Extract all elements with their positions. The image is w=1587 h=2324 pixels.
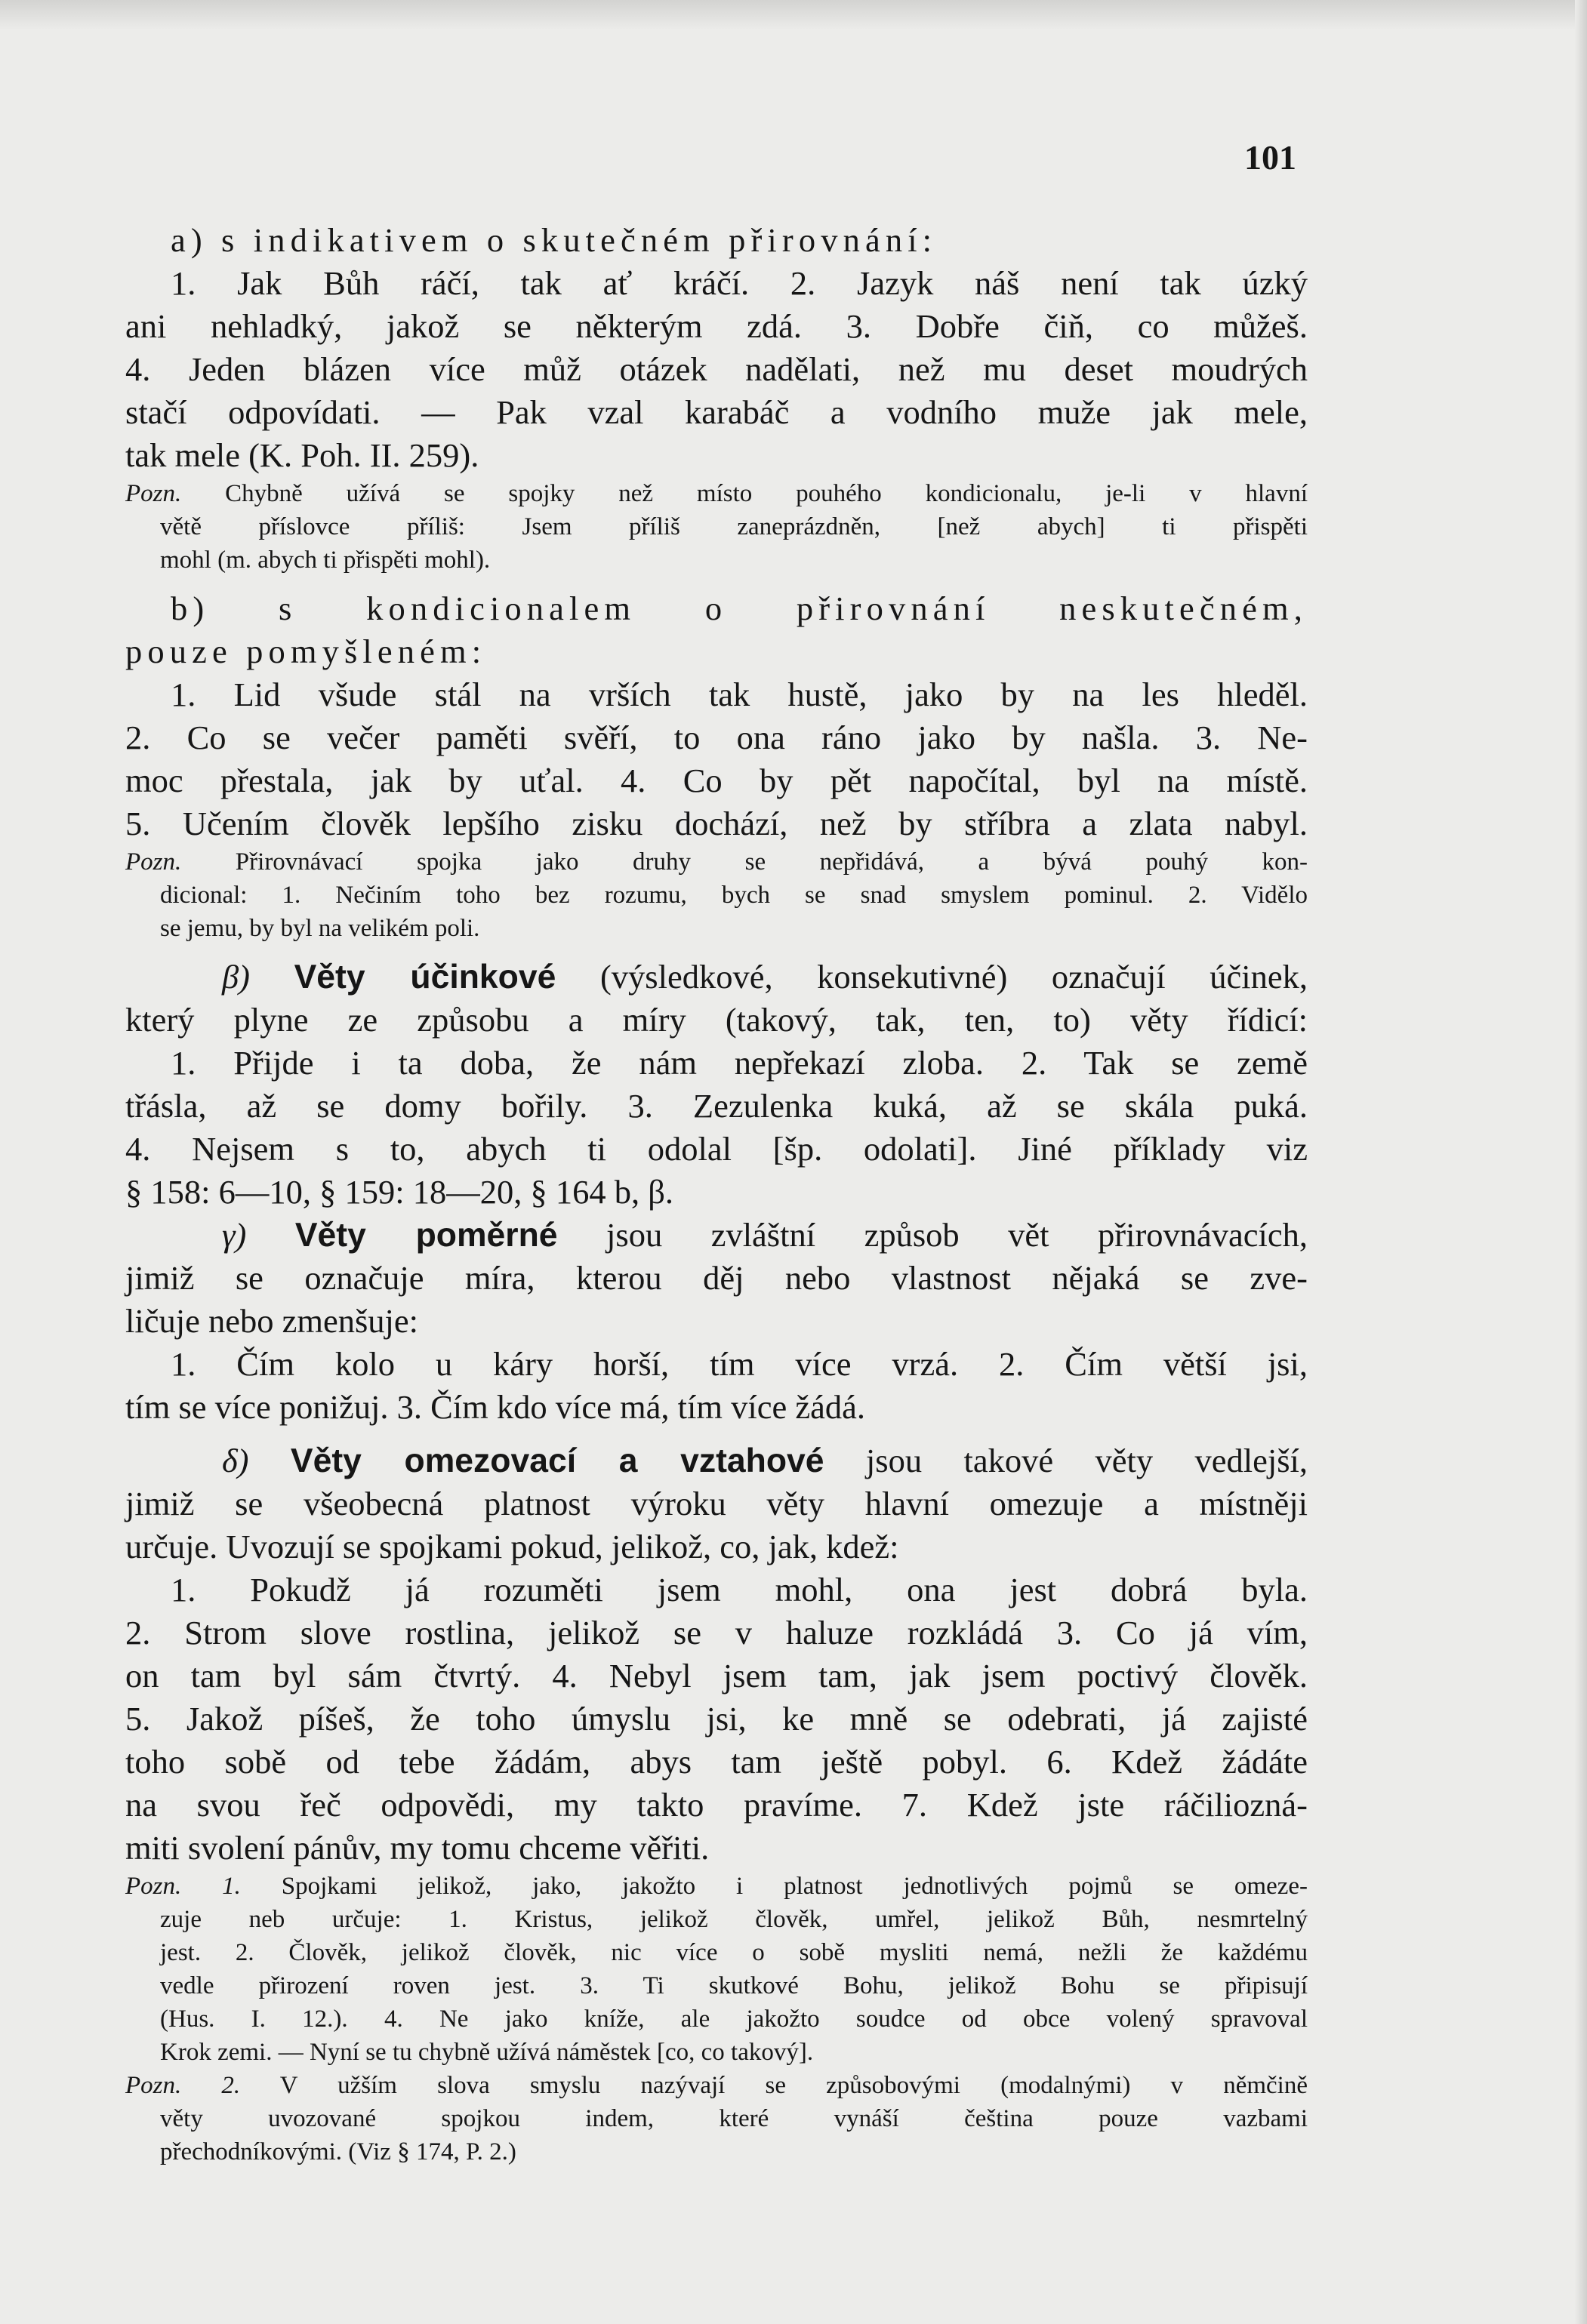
text-line: jimiž se označuje míra, kterou děj nebo vlastnost nějaká se zve- — [125, 1259, 1308, 1297]
text-line: on tam byl sám čtvrtý. 4. Nebyl jsem tam, jak jsem poctivý člověk. — [125, 1657, 1308, 1695]
text-line: 2. Strom slove rostlina, jelikož se v haluze rozkládá 3. Co já vím, — [125, 1614, 1308, 1651]
note-label: Pozn. 2. — [125, 2072, 241, 2099]
section-title: Věty omezovací a vztahové — [290, 1442, 824, 1479]
text-line: 5. Učením člověk lepšího zisku dochází, než by stříbra a zlata nabyl. — [125, 805, 1308, 842]
text-line: určuje. Uvozují se spojkami pokud, jelikož, co, jak, kdež: — [125, 1528, 899, 1565]
scan-top-edge — [0, 0, 1587, 30]
text-line: moc přestala, jak by uťal. 4. Co by pět napočítal, byl na místě. — [125, 762, 1308, 799]
scan-right-edge — [1575, 0, 1587, 2324]
text-line: ani nehladký, jakož se některým zdá. 3. Dobře čiň, co můžeš. — [125, 307, 1308, 345]
note-line: Pozn. Přirovnávací spojka jako druhy se nepřidává, a bývá pouhý kon- — [125, 848, 1308, 876]
text-line: stačí odpovídati. — Pak vzal karabáč a vodního muže jak mele, — [125, 393, 1308, 431]
text-line: 1. Jak Bůh ráčí, tak ať kráčí. 2. Jazyk náš není tak úzký — [171, 264, 1308, 302]
note-line: jest. 2. Člověk, jelikož člověk, nic více o sobě mysliti nemá, nežli že každému — [160, 1939, 1308, 1966]
section-marker: γ) — [222, 1216, 247, 1254]
text-line: jimiž se všeobecná platnost výroku věty hlavní omezuje a místněji — [125, 1485, 1308, 1522]
note-line: (Hus. I. 12.). 4. Ne jako kníže, ale jakožto soudce od obce volený spravoval — [160, 2005, 1308, 2033]
text-line: 4. Jeden blázen více můž otázek nadělati, než mu deset moudrých — [125, 350, 1308, 388]
text-line: 5. Jakož píšeš, že toho úmyslu jsi, ke mně se odebrati, já zajisté — [125, 1700, 1308, 1738]
section-b-heading-cont: pouze pomyšleném: — [125, 633, 487, 670]
text-line: na svou řeč odpovědi, my takto pravíme. 7. Kdež jste ráčiliozná- — [125, 1786, 1308, 1824]
text-line: 4. Nejsem s to, abych ti odolal [šp. odolati]. Jiné příklady viz — [125, 1130, 1308, 1168]
note-line: Pozn. Chybně užívá se spojky než místo pouhého kondicionalu, je-li v hlavní — [125, 480, 1308, 507]
text-line: 1. Přijde i ta doba, že nám nepřekazí zloba. 2. Tak se země — [171, 1044, 1308, 1082]
section-marker: β) — [222, 958, 250, 996]
note-line: se jemu, by byl na velikém poli. — [160, 915, 480, 942]
note-label: Pozn. — [125, 480, 182, 507]
note-label: Pozn. — [125, 848, 182, 876]
note-line: Krok zemi. — Nyní se tu chybně užívá náměstek [co, co takový]. — [160, 2039, 814, 2066]
note-line: zuje neb určuje: 1. Kristus, jelikož člověk, umřel, jelikož Bůh, nesmrtelný — [160, 1906, 1308, 1933]
note-line: věty uvozované spojkou indem, které vynáší čeština pouze vazbami — [160, 2105, 1308, 2132]
section-b-heading: b) s kondicionalem o přirovnání neskutečném, — [171, 589, 1308, 627]
note-label: Pozn. 1. — [125, 1873, 241, 1900]
note-line: Pozn. 1. Spojkami jelikož, jako, jakožto i platnost jednotlivých pojmů se omeze- — [125, 1873, 1308, 1900]
text-line: § 158: 6—10, § 159: 18—20, § 164 b, β. — [125, 1173, 673, 1211]
page-number: 101 — [1244, 138, 1296, 177]
section-a-heading: a) s indikativem o skutečném přirovnání: — [171, 221, 938, 259]
note-line: větě příslovce příliš: Jsem příliš zaneprázdněn, [než abych] ti přispěti — [160, 513, 1308, 540]
text-line: 1. Pokudž já rozuměti jsem mohl, ona jest dobrá byla. — [171, 1571, 1308, 1608]
section-marker: δ) — [222, 1442, 249, 1479]
text-line: miti svolení pánův, my tomu chceme věřiti. — [125, 1829, 710, 1867]
text-line: toho sobě od tebe žádám, abys tam ještě pobyl. 6. Kdež žádáte — [125, 1743, 1308, 1781]
text-line: tak mele (K. Poh. II. 259). — [125, 436, 479, 474]
note-line: Pozn. 2. V užším slova smyslu nazývají se způsobovými (modalnými) v němčině — [125, 2072, 1308, 2099]
section-gamma-heading: γ) Věty poměrné jsou zvláštní způsob vět přirovnávacích, — [222, 1216, 1308, 1254]
section-beta-heading: β) Věty účinkové (výsledkové, konsekutivné) označují účinek, — [222, 958, 1308, 996]
section-title: Věty poměrné — [294, 1217, 558, 1254]
section-delta-heading: δ) Věty omezovací a vztahové jsou takové věty vedlejší, — [222, 1442, 1308, 1479]
note-line: vedle přirození roven jest. 3. Ti skutkové Bohu, jelikož Bohu se připisují — [160, 1972, 1308, 1999]
note-line: dicional: 1. Nečiním toho bez rozumu, bych se snad smyslem pominul. 2. Vidělo — [160, 882, 1308, 909]
note-line: přechodníkovými. (Viz § 174, P. 2.) — [160, 2138, 516, 2165]
text-line: třásla, až se domy bořily. 3. Zezulenka kuká, až se skála puká. — [125, 1087, 1308, 1125]
text-line: který plyne ze způsobu a míry (takový, tak, ten, to) věty řídicí: — [125, 1001, 1308, 1039]
page-text — [125, 219, 1308, 2169]
note-line: mohl (m. abych ti přispěti mohl). — [160, 546, 491, 574]
text-line: 2. Co se večer paměti svěří, to ona ráno jako by našla. 3. Ne- — [125, 719, 1308, 756]
text-line: 1. Čím kolo u káry horší, tím více vrzá. 2. Čím větší jsi, — [171, 1345, 1308, 1383]
text-line: 1. Lid všude stál na vrších tak hustě, jako by na les hleděl. — [171, 676, 1308, 713]
section-title: Věty účinkové — [294, 959, 556, 996]
text-line: tím se více ponižuj. 3. Čím kdo více má, tím více žádá. — [125, 1388, 865, 1426]
text-line: ličuje nebo zmenšuje: — [125, 1302, 419, 1340]
